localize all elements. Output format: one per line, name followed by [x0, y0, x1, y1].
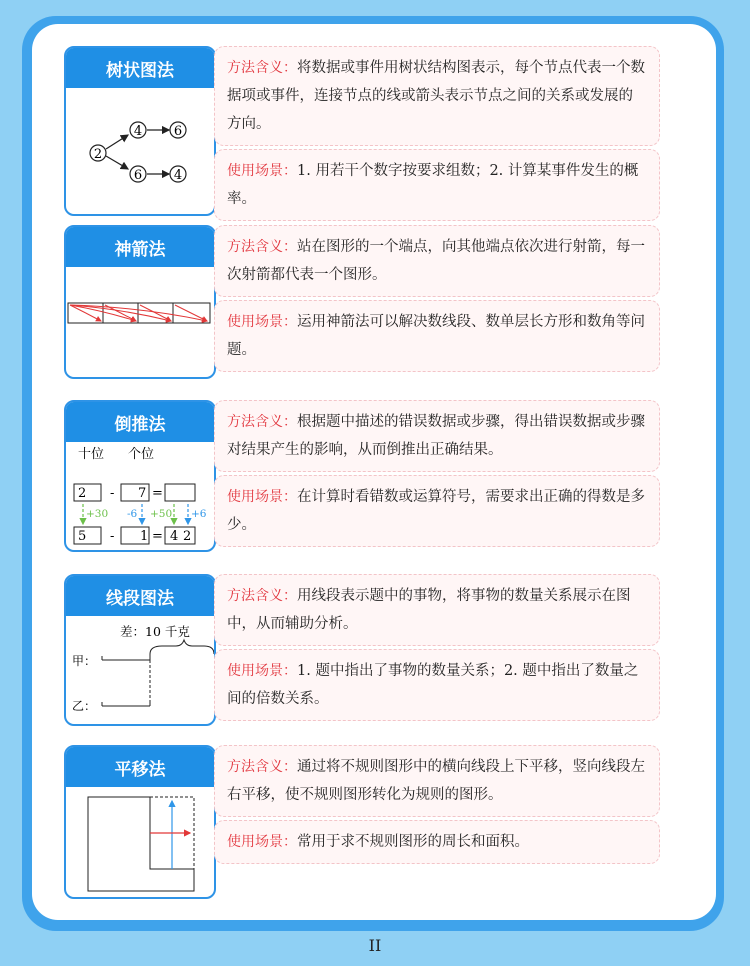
scene-label: 使用场景： — [227, 834, 297, 850]
scene-box — [214, 649, 660, 721]
scene-text: 运用神箭法可以解决数线段、数单层长方形和数角等问题。 — [227, 314, 645, 358]
method-card — [64, 400, 216, 552]
meaning-box — [214, 574, 660, 646]
operator: = — [152, 486, 163, 501]
method-card — [64, 574, 216, 726]
meaning-box — [214, 46, 660, 146]
method-text — [214, 225, 660, 372]
scene-text: 常用于求不规则图形的周长和面积。 — [297, 834, 529, 850]
segment-b-label: 乙： — [72, 699, 97, 713]
method-card — [64, 745, 216, 899]
method-title: 平移法 — [66, 747, 214, 787]
scene-box — [214, 820, 660, 864]
method-card — [64, 46, 216, 216]
tree-node-label: 4 — [173, 168, 183, 183]
method-title: 神箭法 — [66, 227, 214, 267]
meaning-label: 方法含义： — [227, 588, 297, 604]
tree-node-label: 4 — [133, 124, 143, 139]
meaning-box — [214, 225, 660, 297]
tree-node-label: 6 — [173, 124, 183, 139]
method-text — [214, 745, 660, 864]
tree-node-label: 2 — [93, 147, 103, 162]
meaning-text: 根据题中描述的错误数据或步骤，得出错误数据或步骤对结果产生的影响，从而倒推出正确结果。 — [227, 414, 645, 458]
scene-text: 1. 题中指出了事物的数量关系；2. 题中指出了数量之间的倍数关系。 — [227, 663, 639, 707]
scene-label: 使用场景： — [227, 314, 297, 330]
scene-box — [214, 149, 660, 221]
tree-diagram — [66, 90, 214, 214]
backward-diagram — [66, 444, 214, 552]
digit: 2 — [183, 529, 192, 544]
meaning-text: 站在图形的一个端点，向其他端点依次进行射箭，每一次射箭都代表一个图形。 — [227, 239, 645, 283]
scene-label: 使用场景： — [227, 663, 297, 679]
adjust-label: +6 — [191, 508, 207, 520]
meaning-label: 方法含义： — [227, 759, 297, 775]
digit: 2 — [78, 486, 87, 501]
method-title: 倒推法 — [66, 402, 214, 442]
method-title: 线段图法 — [66, 576, 214, 616]
tree-node-label: 6 — [133, 168, 143, 183]
place-label-tens: 十位 — [78, 447, 105, 462]
scene-text: 1. 用若干个数字按要求组数；2. 计算某事件发生的概率。 — [227, 163, 639, 207]
digit: 7 — [138, 486, 147, 501]
digit: 1 — [140, 529, 149, 544]
translate-diagram — [66, 789, 214, 899]
digit: 4 — [170, 529, 179, 544]
adjust-label: +50 — [150, 508, 173, 520]
scene-box — [214, 300, 660, 372]
method-text — [214, 400, 660, 547]
scene-label: 使用场景： — [227, 489, 297, 505]
operator: - — [110, 529, 115, 544]
method-text — [214, 574, 660, 721]
meaning-label: 方法含义： — [227, 239, 297, 255]
meaning-text: 将数据或事件用树状结构图表示，每个节点代表一个数据项或事件，连接节点的线或箭头表示节点之间的关系或发展的方向。 — [227, 60, 645, 132]
meaning-box — [214, 400, 660, 472]
meaning-label: 方法含义： — [227, 414, 297, 430]
meaning-text: 用线段表示题中的事物，将事物的数量关系展示在图中，从而辅助分析。 — [227, 588, 631, 632]
operator: = — [152, 529, 163, 544]
scene-label: 使用场景： — [227, 163, 297, 179]
arrow-diagram — [66, 269, 214, 379]
adjust-label: -6 — [127, 508, 138, 520]
adjust-label: +30 — [86, 508, 109, 520]
meaning-text: 通过将不规则图形中的横向线段上下平移，竖向线段左右平移，使不规则图形转化为规则的图形。 — [227, 759, 645, 803]
operator: - — [110, 486, 115, 501]
place-label-ones: 个位 — [128, 447, 155, 462]
meaning-box — [214, 745, 660, 817]
page-number: II — [368, 936, 382, 955]
segment-diagram — [66, 618, 214, 726]
meaning-label: 方法含义： — [227, 60, 297, 76]
method-card — [64, 225, 216, 379]
segment-a-label: 甲： — [72, 654, 97, 668]
scene-text: 在计算时看错数或运算符号，需要求出正确的得数是多少。 — [227, 489, 645, 533]
method-title: 树状图法 — [66, 48, 214, 88]
method-text — [214, 46, 660, 221]
digit: 5 — [78, 529, 87, 544]
difference-label: 差：10 千克 — [120, 624, 190, 639]
scene-box — [214, 475, 660, 547]
